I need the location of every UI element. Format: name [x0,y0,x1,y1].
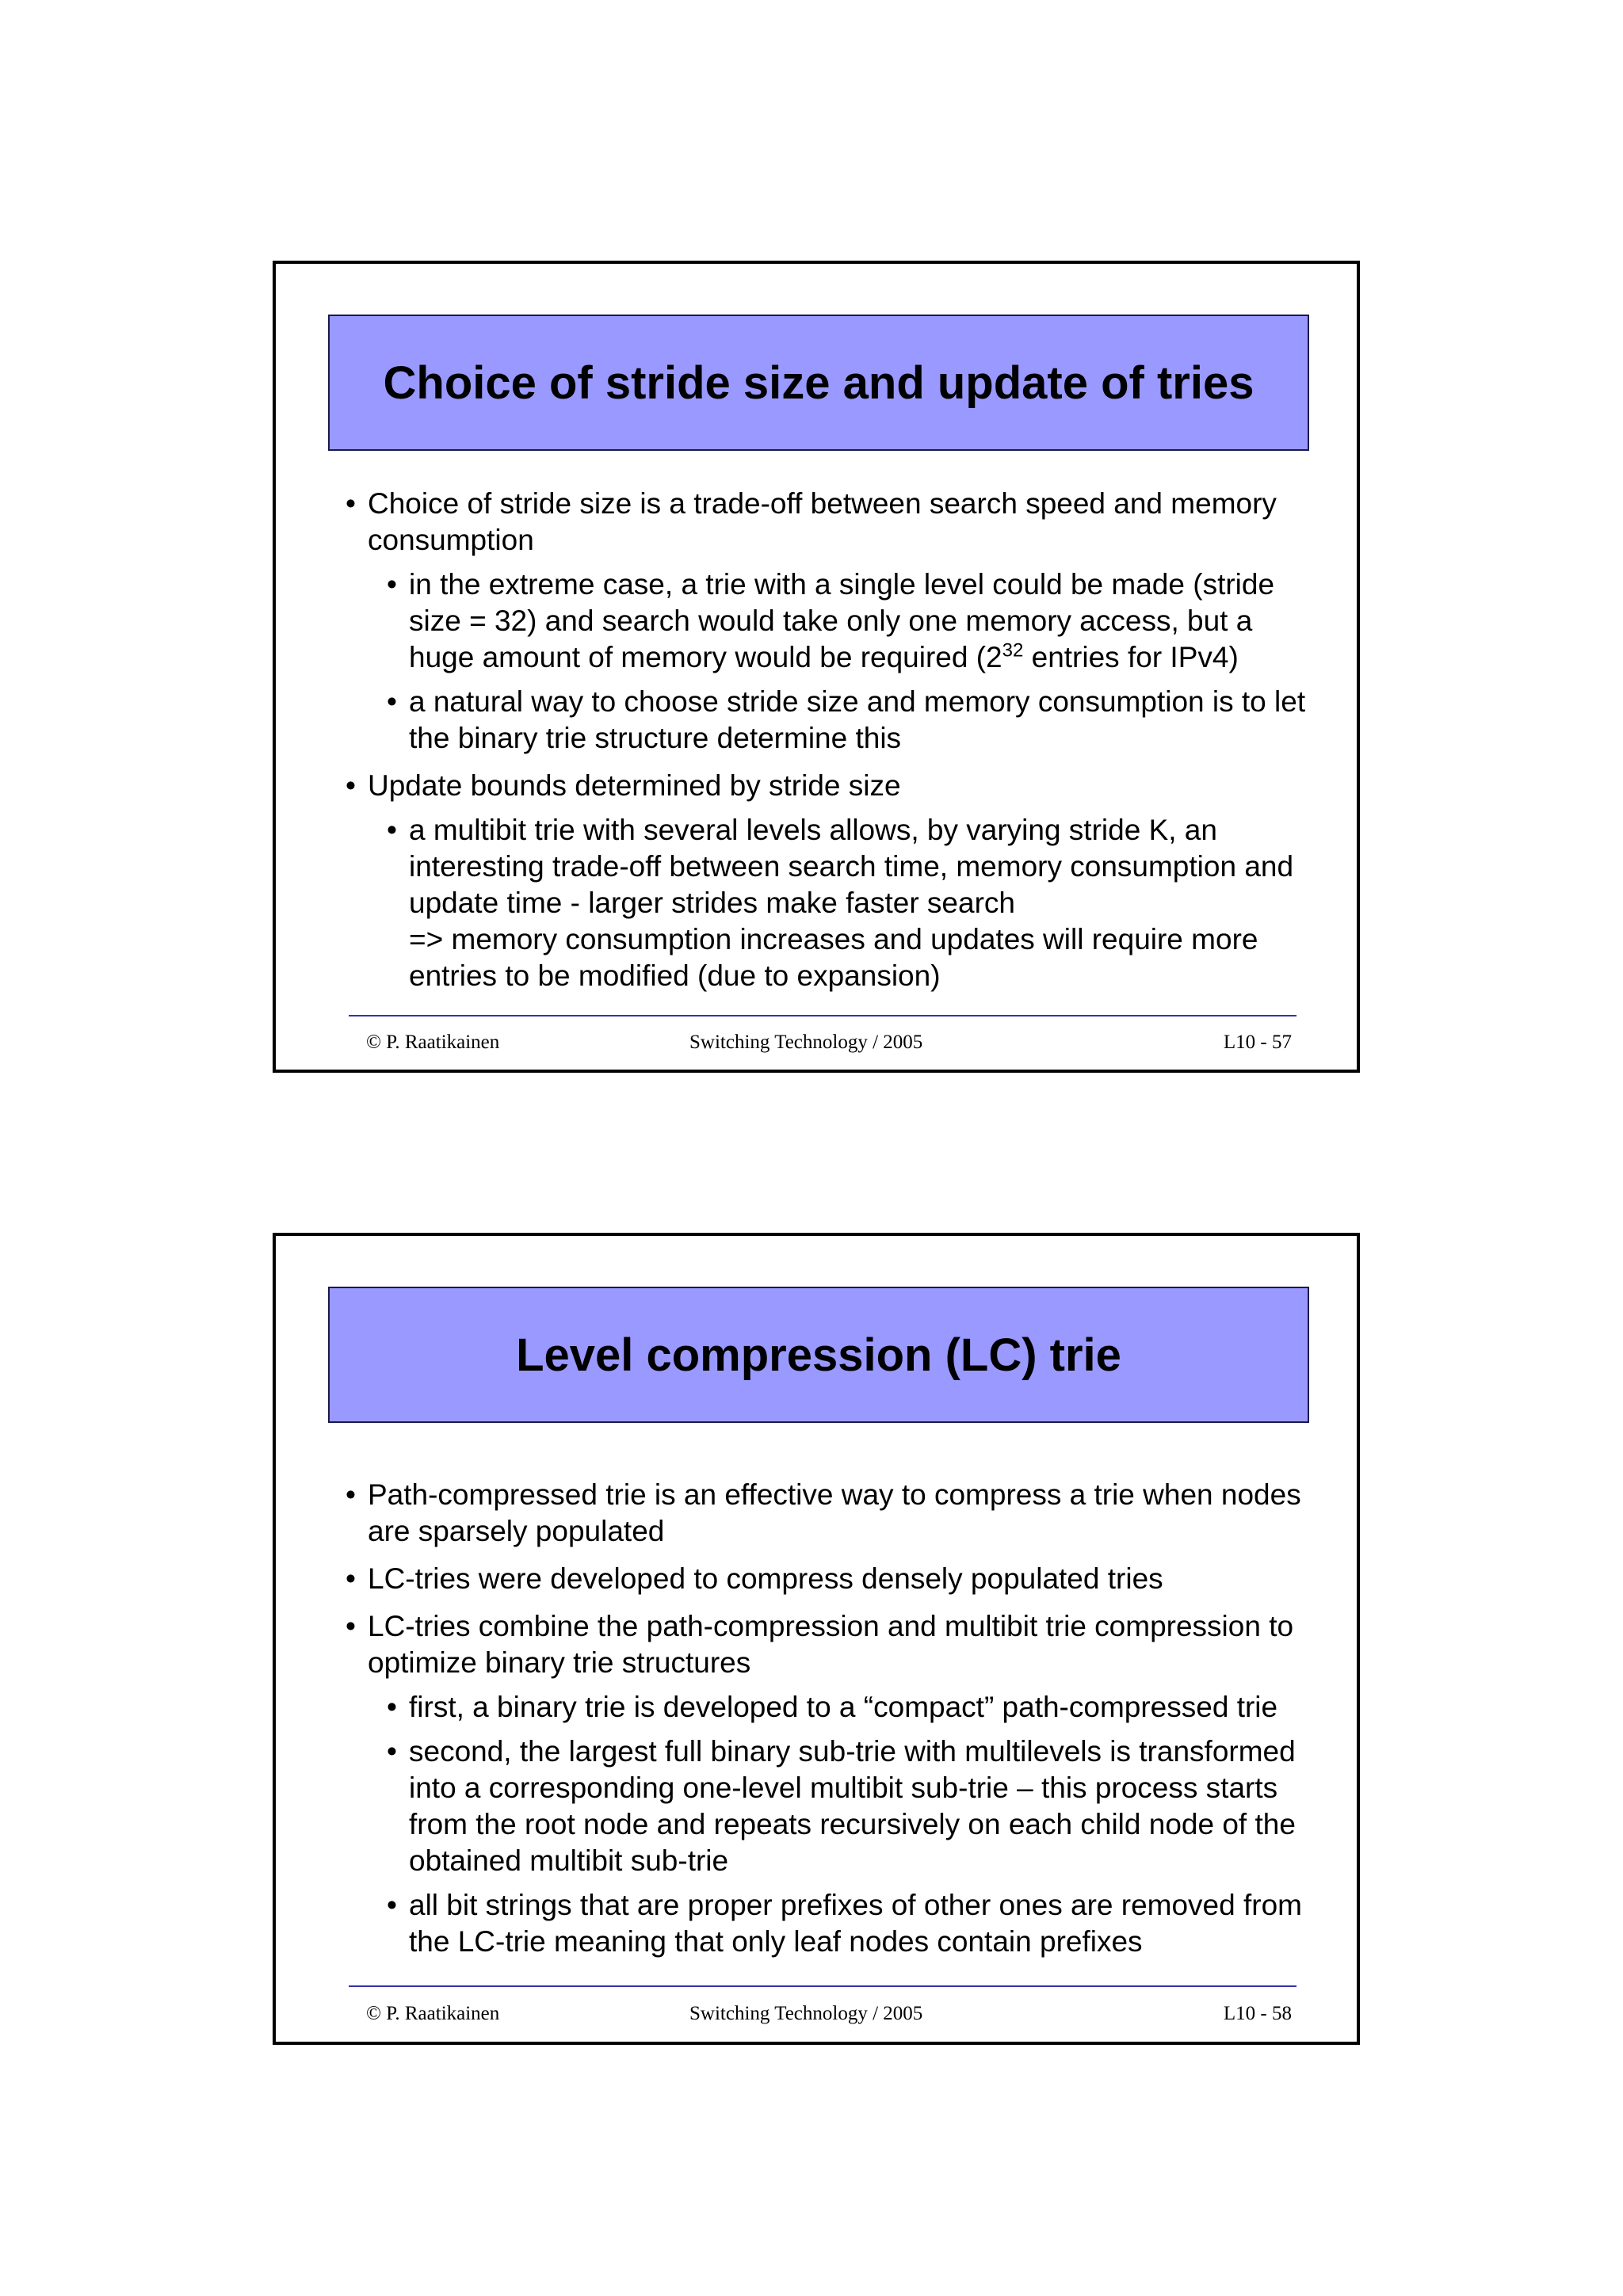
sub-bullet-multibit-trie [387,812,1312,994]
slide-title: Choice of stride size and update of tries [383,357,1254,409]
bullet-path-compressed: • Path-compressed trie is an effective way to compress a trie when nodes are sparsely populated [346,1477,1312,1550]
slide-footer [349,2000,1296,2027]
footer-divider [349,1015,1296,1016]
bullet-lc-tries-combine: • LC-tries combine the path-compression and multibit trie compression to optimize binary trie structures [346,1608,1312,1681]
slide-body [346,1477,1312,1960]
superscript-exponent: 32 [1002,639,1024,662]
footer-copyright: © P. Raatikainen [366,1032,500,1053]
sub-bullet-text: • a multibit trie with several levels allows, by varying stride K, an interesting trade-off between search time, memory consumption and update time - larger strides make faster search [409,814,1294,919]
sub-bullet-all-bit-strings: • all bit strings that are proper prefixes of other ones are removed from the LC-trie meaning that only leaf nodes contain prefixes [387,1887,1312,1960]
sub-bullet-natural-way: • a natural way to choose stride size and memory consumption is to let the binary trie structure determine this [387,684,1312,757]
sub-bullet-text: => memory consumption increases and updates will require more entries to be modified (due to expansion) [409,923,1258,992]
slide-title: Level compression (LC) trie [516,1329,1121,1381]
footer-copyright: © P. Raatikainen [366,2003,500,2024]
bullet-stride-tradeoff: • Choice of stride size is a trade-off between search speed and memory consumption [346,486,1312,559]
slide-title-box [328,1287,1309,1423]
slide-title-box [328,315,1309,451]
bullet-update-bounds: • Update bounds determined by stride size [346,768,1312,804]
footer-course: Switching Technology / 2005 [689,2003,923,2024]
bullet-lc-tries-developed: • LC-tries were developed to compress densely populated tries [346,1561,1312,1597]
sub-bullet-first: • first, a binary trie is developed to a “compact” path-compressed trie [387,1689,1312,1726]
slide-body [346,486,1312,994]
footer-page-number: L10 - 58 [1223,2003,1292,2024]
sub-bullet-second: • second, the largest full binary sub-trie with multilevels is transformed into a corresponding one-level multibit sub-trie – this process starts from the root node and repeats recursively on each child node of the obtained multibit sub-trie [387,1733,1312,1879]
footer-page-number: L10 - 57 [1223,1032,1292,1053]
slide-57 [273,261,1360,1073]
sub-bullet-extreme-case [387,566,1312,676]
slide-footer [349,1029,1296,1056]
sub-bullet-text: in the extreme case, a trie with a single level could be made (stride size = 32) and search would take only one memory access, but a huge amount of memory would be required (2 [409,568,1275,673]
footer-divider [349,1985,1296,1987]
sub-bullet-text: entries for IPv4) [1023,641,1239,673]
slide-58 [273,1233,1360,2045]
footer-course: Switching Technology / 2005 [689,1032,923,1053]
